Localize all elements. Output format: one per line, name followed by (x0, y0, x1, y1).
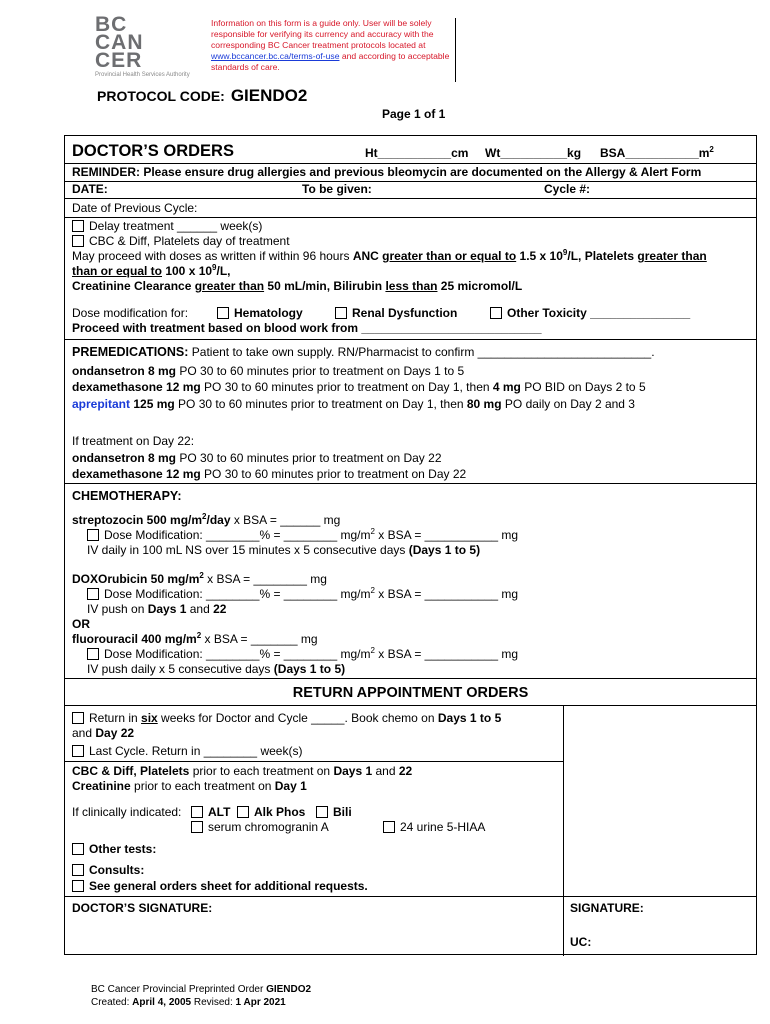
checkbox-icon[interactable] (237, 806, 249, 818)
terms-link[interactable]: www.bccancer.bc.ca/terms-of-use (211, 51, 340, 61)
doctors-orders-title: DOCTOR’S ORDERS (72, 142, 234, 160)
proceed-criteria-line-1: May proceed with doses as written if within 96 hours ANC greater than or equal to 1.5 x $10^9/L$, Platelets greater than (72, 248, 707, 263)
cbc-prior-treatment: CBC & Diff, Platelets prior to each treatment on Days 1 and 22 (72, 764, 413, 778)
dose-mod-other-option[interactable]: Other Toxicity _______________ (490, 306, 690, 321)
bsa-field[interactable]: $BSA\_\_\_\_\_\_\_\_\_\_\_m^2$ (600, 145, 714, 160)
dose-mod-hematology-option[interactable]: Hematology (217, 306, 303, 321)
checkbox-icon[interactable] (72, 864, 84, 876)
footer-dates-line: Created: April 4, 2005 Revised: 1 Apr 2021 (91, 997, 286, 1008)
to-be-given-label[interactable]: To be given: (302, 182, 372, 196)
signature-column-divider (563, 705, 564, 956)
checkbox-icon[interactable] (72, 235, 84, 247)
premed-dexamethasone: dexamethasone 12 mg PO 30 to 60 minutes prior to treatment on Day 1, then 4 mg PO BID on Days 2 to 5 (72, 380, 646, 394)
disclaimer-text-2: and according to acceptable standards of care. (211, 51, 450, 72)
last-cycle-option[interactable]: Last Cycle. Return in ________ week(s) (72, 744, 302, 759)
creatinine-prior-treatment: Creatinine prior to each treatment on Day 1 (72, 779, 307, 793)
or-separator: OR (72, 617, 90, 631)
checkbox-icon[interactable] (87, 588, 99, 600)
divider (65, 181, 756, 182)
premedications-section: PREMEDICATIONS: Patient to take own supply. RN/Pharmacist to confirm __________________________. (72, 345, 655, 359)
chromogranin-option[interactable]: serum chromogranin A (191, 820, 329, 835)
logo-line-3: CER (95, 49, 143, 72)
footer-order-line: BC Cancer Provincial Preprinted Order GIENDO2 (91, 984, 312, 995)
disclaimer-text-1: Information on this form is a guide only. User will be solely responsible for verifying its currency and accuracy with the corresponding BC Cancer treatment protocols located at (211, 18, 434, 50)
streptozocin-administration: IV daily in 100 mL NS over 15 minutes x 5 consecutive days (Days 1 to 5) (87, 543, 481, 557)
dose-modification-label: Dose modification for: (72, 306, 189, 320)
fluorouracil-dose-modification[interactable]: Dose Modification: ________% = ________ $mg/m^2$ x BSA = ___________ mg (87, 647, 518, 662)
alk-phos-option[interactable]: Alk Phos (237, 805, 305, 820)
dose-mod-renal-option[interactable]: Renal Dysfunction (335, 306, 457, 321)
premed-aprepitant: aprepitant 125 mg PO 30 to 60 minutes prior to treatment on Day 1, then 80 mg PO daily on Day 2 and 3 (72, 397, 635, 411)
disclaimer (211, 18, 451, 73)
fluorouracil-administration: IV push daily x 5 consecutive days (Days 1 to 5) (87, 662, 346, 676)
checkbox-icon[interactable] (87, 648, 99, 660)
divider (65, 198, 756, 199)
footer (91, 983, 311, 1009)
doctor-signature-field[interactable]: DOCTOR’S SIGNATURE: (72, 901, 213, 915)
height-field[interactable]: Ht___________cm (365, 146, 469, 160)
divider (65, 678, 756, 679)
proceed-criteria-line-2: than or equal to 100 x $10^9/L$, (72, 263, 231, 278)
divider (65, 896, 756, 897)
bc-cancer-logo (95, 13, 205, 84)
checkbox-icon[interactable] (191, 806, 203, 818)
checkbox-icon[interactable] (72, 880, 84, 892)
header-divider (455, 18, 456, 82)
fluorouracil-dose[interactable]: fluorouracil 400 $mg/m^2$ x BSA = _______ mg (72, 631, 318, 646)
proceed-blood-work[interactable]: Proceed with treatment based on blood work from ___________________________ (72, 321, 542, 335)
chemotherapy-label: CHEMOTHERAPY: (72, 489, 182, 503)
logo-subtitle: Provincial Health Services Authority (95, 72, 190, 78)
proceed-criteria-line-3: Creatinine Clearance greater than 50 mL/min, Bilirubin less than 25 micromol/L (72, 279, 523, 293)
weight-field[interactable]: Wt__________kg (485, 146, 582, 160)
checkbox-icon[interactable] (87, 529, 99, 541)
cycle-label[interactable]: Cycle #: (544, 182, 591, 196)
divider (65, 163, 756, 164)
divider (65, 217, 756, 218)
date-label[interactable]: DATE: (72, 182, 108, 196)
bili-option[interactable]: Bili (316, 805, 352, 820)
protocol-code (97, 86, 307, 106)
divider (65, 761, 563, 762)
premed-day22-dexamethasone: dexamethasone 12 mg PO 30 to 60 minutes prior to treatment on Day 22 (72, 467, 467, 481)
streptozocin-dose[interactable]: streptozocin 500 $mg/m^2$/day x BSA = ______ mg (72, 512, 341, 527)
doxorubicin-administration: IV push on Days 1 and 22 (87, 602, 227, 616)
doctors-orders-form (64, 135, 757, 955)
logo-line-1: BC (95, 13, 128, 36)
general-orders-option[interactable]: See general orders sheet for additional requests. (72, 879, 368, 894)
divider (65, 483, 756, 484)
uc-field[interactable]: UC: (570, 935, 592, 949)
alt-option[interactable]: ALT (191, 805, 230, 820)
checkbox-icon[interactable] (490, 307, 502, 319)
checkbox-icon[interactable] (217, 307, 229, 319)
page-number: Page 1 of 1 (382, 107, 446, 121)
checkbox-icon[interactable] (72, 220, 84, 232)
return-appointment-title: RETURN APPOINTMENT ORDERS (292, 685, 529, 701)
urine-5hiaa-option[interactable]: 24 urine 5-HIAA (383, 820, 485, 835)
logo-line-2: CAN (95, 31, 144, 54)
divider (65, 339, 756, 340)
signature-field[interactable]: SIGNATURE: (570, 901, 644, 915)
premed-ondansetron: ondansetron 8 mg PO 30 to 60 minutes prior to treatment on Days 1 to 5 (72, 364, 465, 378)
premed-day22-label: If treatment on Day 22: (72, 434, 195, 448)
checkbox-icon[interactable] (383, 821, 395, 833)
streptozocin-dose-modification[interactable]: Dose Modification: ________% = ________ $mg/m^2$ x BSA = ___________ mg (87, 528, 518, 543)
doxorubicin-dose[interactable]: DOXOrubicin 50 $mg/m^2$ x BSA = ________ mg (72, 571, 327, 586)
reminder: REMINDER: Please ensure drug allergies and previous bleomycin are documented on the Allergy & Alert Form (72, 165, 702, 179)
consults-option[interactable]: Consults: (72, 863, 144, 878)
divider (65, 705, 756, 706)
protocol-code-value: GIENDO2 (230, 86, 308, 105)
checkbox-icon[interactable] (72, 712, 84, 724)
doxorubicin-dose-modification[interactable]: Dose Modification: ________% = ________ $mg/m^2$ x BSA = ___________ mg (87, 587, 518, 602)
return-in-weeks-option[interactable]: Return in six weeks for Doctor and Cycle _____. Book chemo on Days 1 to 5 (72, 711, 501, 726)
checkbox-icon[interactable] (316, 806, 328, 818)
checkbox-icon[interactable] (72, 843, 84, 855)
other-tests-option[interactable]: Other tests: (72, 842, 156, 857)
premed-day22-ondansetron: ondansetron 8 mg PO 30 to 60 minutes prior to treatment on Day 22 (72, 451, 442, 465)
return-day22: and Day 22 (72, 726, 135, 740)
clinically-indicated-label: If clinically indicated: (72, 805, 182, 819)
previous-cycle-label[interactable]: Date of Previous Cycle: (72, 201, 198, 215)
checkbox-icon[interactable] (335, 307, 347, 319)
checkbox-icon[interactable] (191, 821, 203, 833)
delay-treatment-option[interactable]: Delay treatment ______ week(s) (72, 219, 262, 234)
cbc-day-of-treatment-option[interactable]: CBC & Diff, Platelets day of treatment (72, 234, 290, 249)
protocol-label: PROTOCOL CODE: (97, 88, 225, 104)
checkbox-icon[interactable] (72, 745, 84, 757)
